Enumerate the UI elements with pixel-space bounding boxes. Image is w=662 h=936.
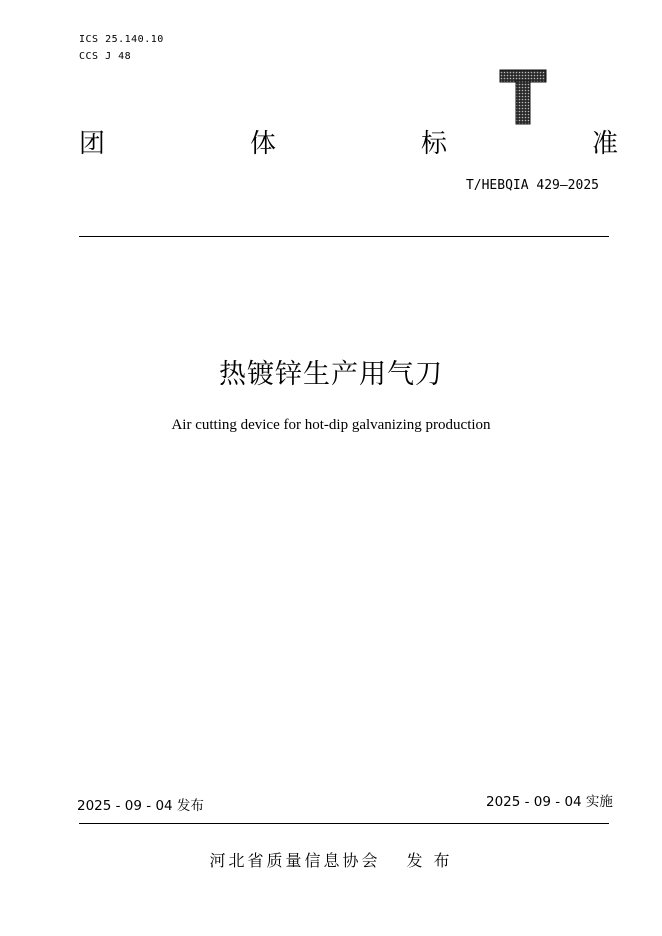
letter-t-logo-icon — [497, 68, 549, 126]
publisher-action: 发 布 — [406, 851, 453, 870]
ccs-code: CCS J 48 — [79, 51, 132, 62]
publisher-line — [0, 850, 662, 872]
document-title-english: Air cutting device for hot-dip galvanizing production — [171, 417, 491, 433]
standard-type-char-1: 团 — [79, 129, 106, 159]
ics-code: ICS 25.140.10 — [79, 34, 164, 45]
footer-divider — [79, 823, 609, 824]
standard-number: T/HEBQIA 429—2025 — [465, 178, 599, 193]
standard-type-char-3: 标 — [421, 129, 448, 159]
implement-date: 2025 - 09 - 04 实施 — [486, 794, 613, 810]
header-divider — [79, 236, 609, 237]
publisher-name: 河北省质量信息协会 — [209, 851, 381, 870]
standard-type-char-2: 体 — [250, 129, 277, 159]
publish-date: 2025 - 09 - 04 发布 — [77, 798, 204, 814]
document-title-chinese: 热镀锌生产用气刀 — [219, 359, 443, 390]
standard-type-char-4: 准 — [592, 129, 619, 159]
